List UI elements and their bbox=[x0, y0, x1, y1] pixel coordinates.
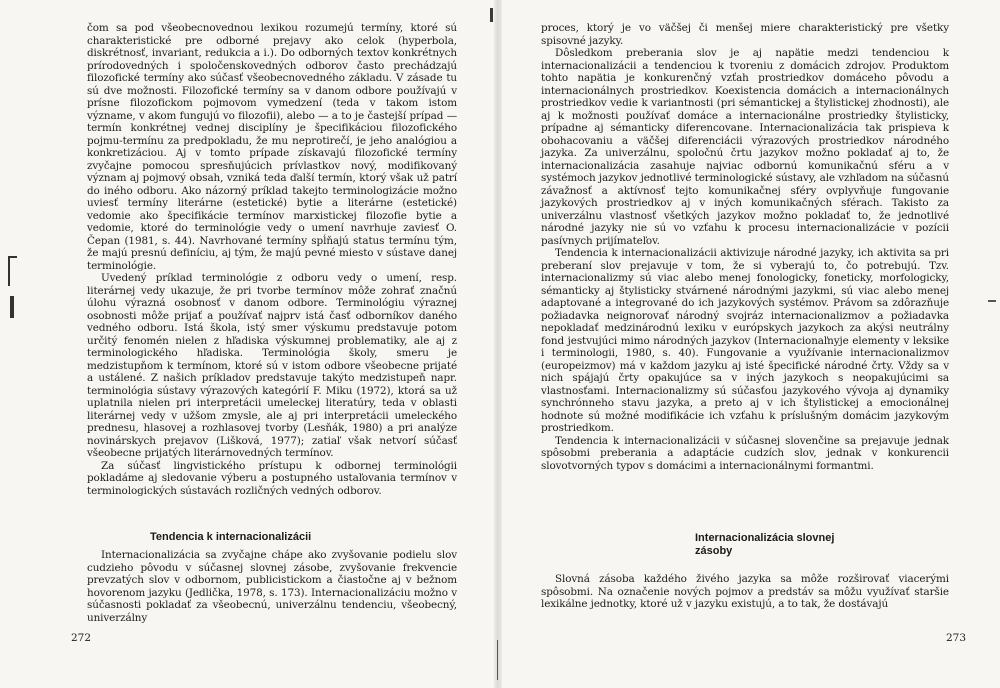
paragraph: proces, ktorý je vo väčšej či menšej miere charakteristický pre všetky spisovné jazyky. bbox=[541, 22, 949, 47]
left-page bbox=[0, 0, 490, 688]
page-number: 272 bbox=[71, 632, 92, 644]
left-body-text bbox=[87, 22, 457, 497]
scan-artifact bbox=[497, 640, 498, 680]
paragraph: Tendencia k internacionalizácii aktivizuje národné jazyky, ich aktivita sa pri preberaní slov prejavuje v tom, že si vyberajú to, čo potrebujú. Tzv. internacionalizmy sú viac alebo menej fonologicky, foneticky, morfologicky, sémanticky aj štylisticky stvárnené národnými jazykmi, sú viac alebo menej adaptované a integrované do ich jazykových systémov. Právom sa zdôrazňuje požiadavka neignorovať národný svojráz internacionalizmov a požiadavka nepokladať medzinárodnú lexiku v európskych jazykoch za akýsi neutrálny fond jestvujúci mimo národných jazykov (Internacionaľnyje elementy v leksike i terminologii, 1980, s. 40). Fungovanie a využívanie internacionalizmov (europeizmov) má v každom jazyku aj isté špecifické národné črty. Vždy sa v nich spájajú črty opakujúce sa v iných jazykoch s neopakujúcimi sa vlastnosťami. Internacionalizmy sú súčasťou jazykového vývoja aj dynamiky synchrónneho stavu jazyka, a preto aj v ich štylistickej a emocionálnej hodnote sú možné modifikácie ich vzťahu k príslušným domácim jazykovým prostriedkom. bbox=[541, 247, 949, 434]
page-number: 273 bbox=[946, 632, 967, 644]
paragraph: čom sa pod všeobecnovednou lexikou rozumejú termíny, ktoré sú charakteristické pre odborné prejavy ako celok (hyperbola, diskrétnosť, invariant, redukcia a i.). Do odborných textov konkrétnych prírodovedných i spoločenskovedných odborov často prechádzajú filozofické termíny ako súčasť všeobecnovedného základu. V zásade tu sú dve možnosti. Filozofické termíny sa v danom odbore používajú v prísne filozofickom pojmovom vymedzení (teda v takom istom význame, v akom fungujú vo filozofii), alebo — a to je častejší prípad — termín konkrétnej vednej disciplíny je špecifikáciou filozofického pojmu-termínu za predpokladu, že mu neprotirečí, je jeho analógiou a konkretizáciou. Aj v tomto prípade získavajú filozofické termíny zvyčajne pomocou spresňujúcich prívlastkov nový, modifikovaný význam aj pojmový obsah, vzniká teda ďalší termín, ktorý však už patrí do iného odboru. Ako názorný príklad takejto terminologizácie možno uviesť termíny literárne (estetické) bytie a literárne (estetické) vedomie ako špecifikácie termínov marxistickej filozofie bytie a vedomie, ktoré do terminológie vedy o umení navrhuje zaviesť O. Čepan (1981, s. 44). Navrhované termíny spĺňajú status termínu tým, že majú presnú definíciu, aj tým, že majú pevné miesto v sústave danej terminológie. bbox=[87, 22, 457, 272]
scan-artifact bbox=[490, 8, 493, 22]
paragraph: Slovná zásoba každého živého jazyka sa môže rozširovať viacerými spôsobmi. Na označenie nových pojmov a predstáv sa môžu využívať staršie lexikálne jednotky, ktoré už v jazyku existujú, a to tak, že dostávajú bbox=[541, 573, 949, 610]
paragraph: Za súčasť lingvistického prístupu k odbornej terminológii pokladáme aj sledovanie výberu a postupného ustaľovania termínov v terminologických sústavách rozličných vedných odborov. bbox=[87, 459, 457, 497]
section-body bbox=[87, 549, 457, 624]
section-heading-line: zásoby bbox=[695, 545, 733, 557]
paragraph: Dôsledkom preberania slov je aj napätie medzi tendenciou k internacionalizácii a tendenciou k tvoreniu z domácich zdrojov. Produktom tohto napätia je konkurenčný vzťah prostriedkov domáceho pôvodu a internacionálnych prostriedkov. Koexistencia domácich a internacionálnych prostriedkov vedie k variantnosti (pri sémantickej a štylistickej zhodnosti), ale aj k možnosti používať domáce a internacionálne prostriedky štylisticky, prípadne aj sémanticky diferencovane. Internacionalizácia tak prispieva k obohacovaniu a väčšej diferenciácii výrazových prostriedkov národného jazyka. Za univerzálnu, spoločnú črtu jazykov možno pokladať aj to, že internacionalizácia zasahuje najviac odbornú komunikačnú sféru a v systémoch jazykov jednotlivé terminologické sústavy, ale vzhľadom na súčasnú závažnosť a aktívnosť tejto komunikačnej sféry ovplyvňuje fungovanie jazykových prostriedkov aj v iných komunikačných sférach. Takisto za univerzálnu vlastnosť všetkých jazykov možno pokladať to, že jednotlivé národné jazyky nie sú vo vzťahu k procesu internacionalizácie v pozícii pasívnych prijímateľov. bbox=[541, 47, 949, 247]
section-heading bbox=[695, 532, 834, 558]
section-heading: Tendencia k internacionalizácii bbox=[150, 531, 312, 543]
paragraph: Tendencia k internacionalizácii v súčasnej slovenčine sa prejavuje jednak spôsobmi preberania a adaptácie cudzích slov, jednak v konkurencii slovotvorných typov s domácimi a internacionálnymi formantmi. bbox=[541, 434, 949, 472]
section-heading-line: Internacionalizácia slovnej bbox=[695, 532, 835, 544]
right-body-text bbox=[541, 22, 949, 472]
paragraph: Uvedený príklad terminológie z odboru vedy o umení, resp. literárnej vedy ukazuje, že pri tvorbe termínov môže zohrať značnú úlohu výrazná osobnosť v danom odbore. Terminológiu výraznej osobnosti môže prijať a používať najprv istá časť odborníkov daného vedného odboru. Istá škola, istý smer výskumu predstavuje potom určitý fenomén nielen z hľadiska výskumnej problematiky, ale aj z terminologického hľadiska. Terminológia školy, smeru je medzistupňom k termínom, ktoré sú v istom odbore všeobecne prijaté a ustálené. Z našich príkladov predstavuje takýto medzistupeň napr. terminológia sústavy výrazových kategórií F. Miku (1972), ktorá sa už uplatnila nielen pri interpretácii umeleckej literatúry, teda v oblasti literárnej vedy v užšom zmysle, ale aj pri interpretácii umeleckého prednesu, hlasovej a rozhlasovej tvorby (Lesňák, 1980) a pri analýze novinárskych prejavov (Lišková, 1977); zatiaľ však netvorí súčasť všeobecne prijatých literárnovedných termínov. bbox=[87, 272, 457, 459]
right-page bbox=[505, 0, 1000, 688]
section-body bbox=[541, 573, 949, 611]
book-gutter bbox=[494, 0, 502, 688]
paragraph: Internacionalizácia sa zvyčajne chápe ako zvyšovanie podielu slov cudzieho pôvodu v súčasnej slovnej zásobe, zvyšovanie frekvencie prevzatých slov v odbornom, publicistickom a čiastočne aj v bežnom hovorenom jazyku (Jedlička, 1978, s. 173). Internacionalizáciu možno v súčasnosti pokladať za všeobecnú, univerzálnu tendenciu, všeobecný, univerzálny bbox=[87, 549, 457, 624]
